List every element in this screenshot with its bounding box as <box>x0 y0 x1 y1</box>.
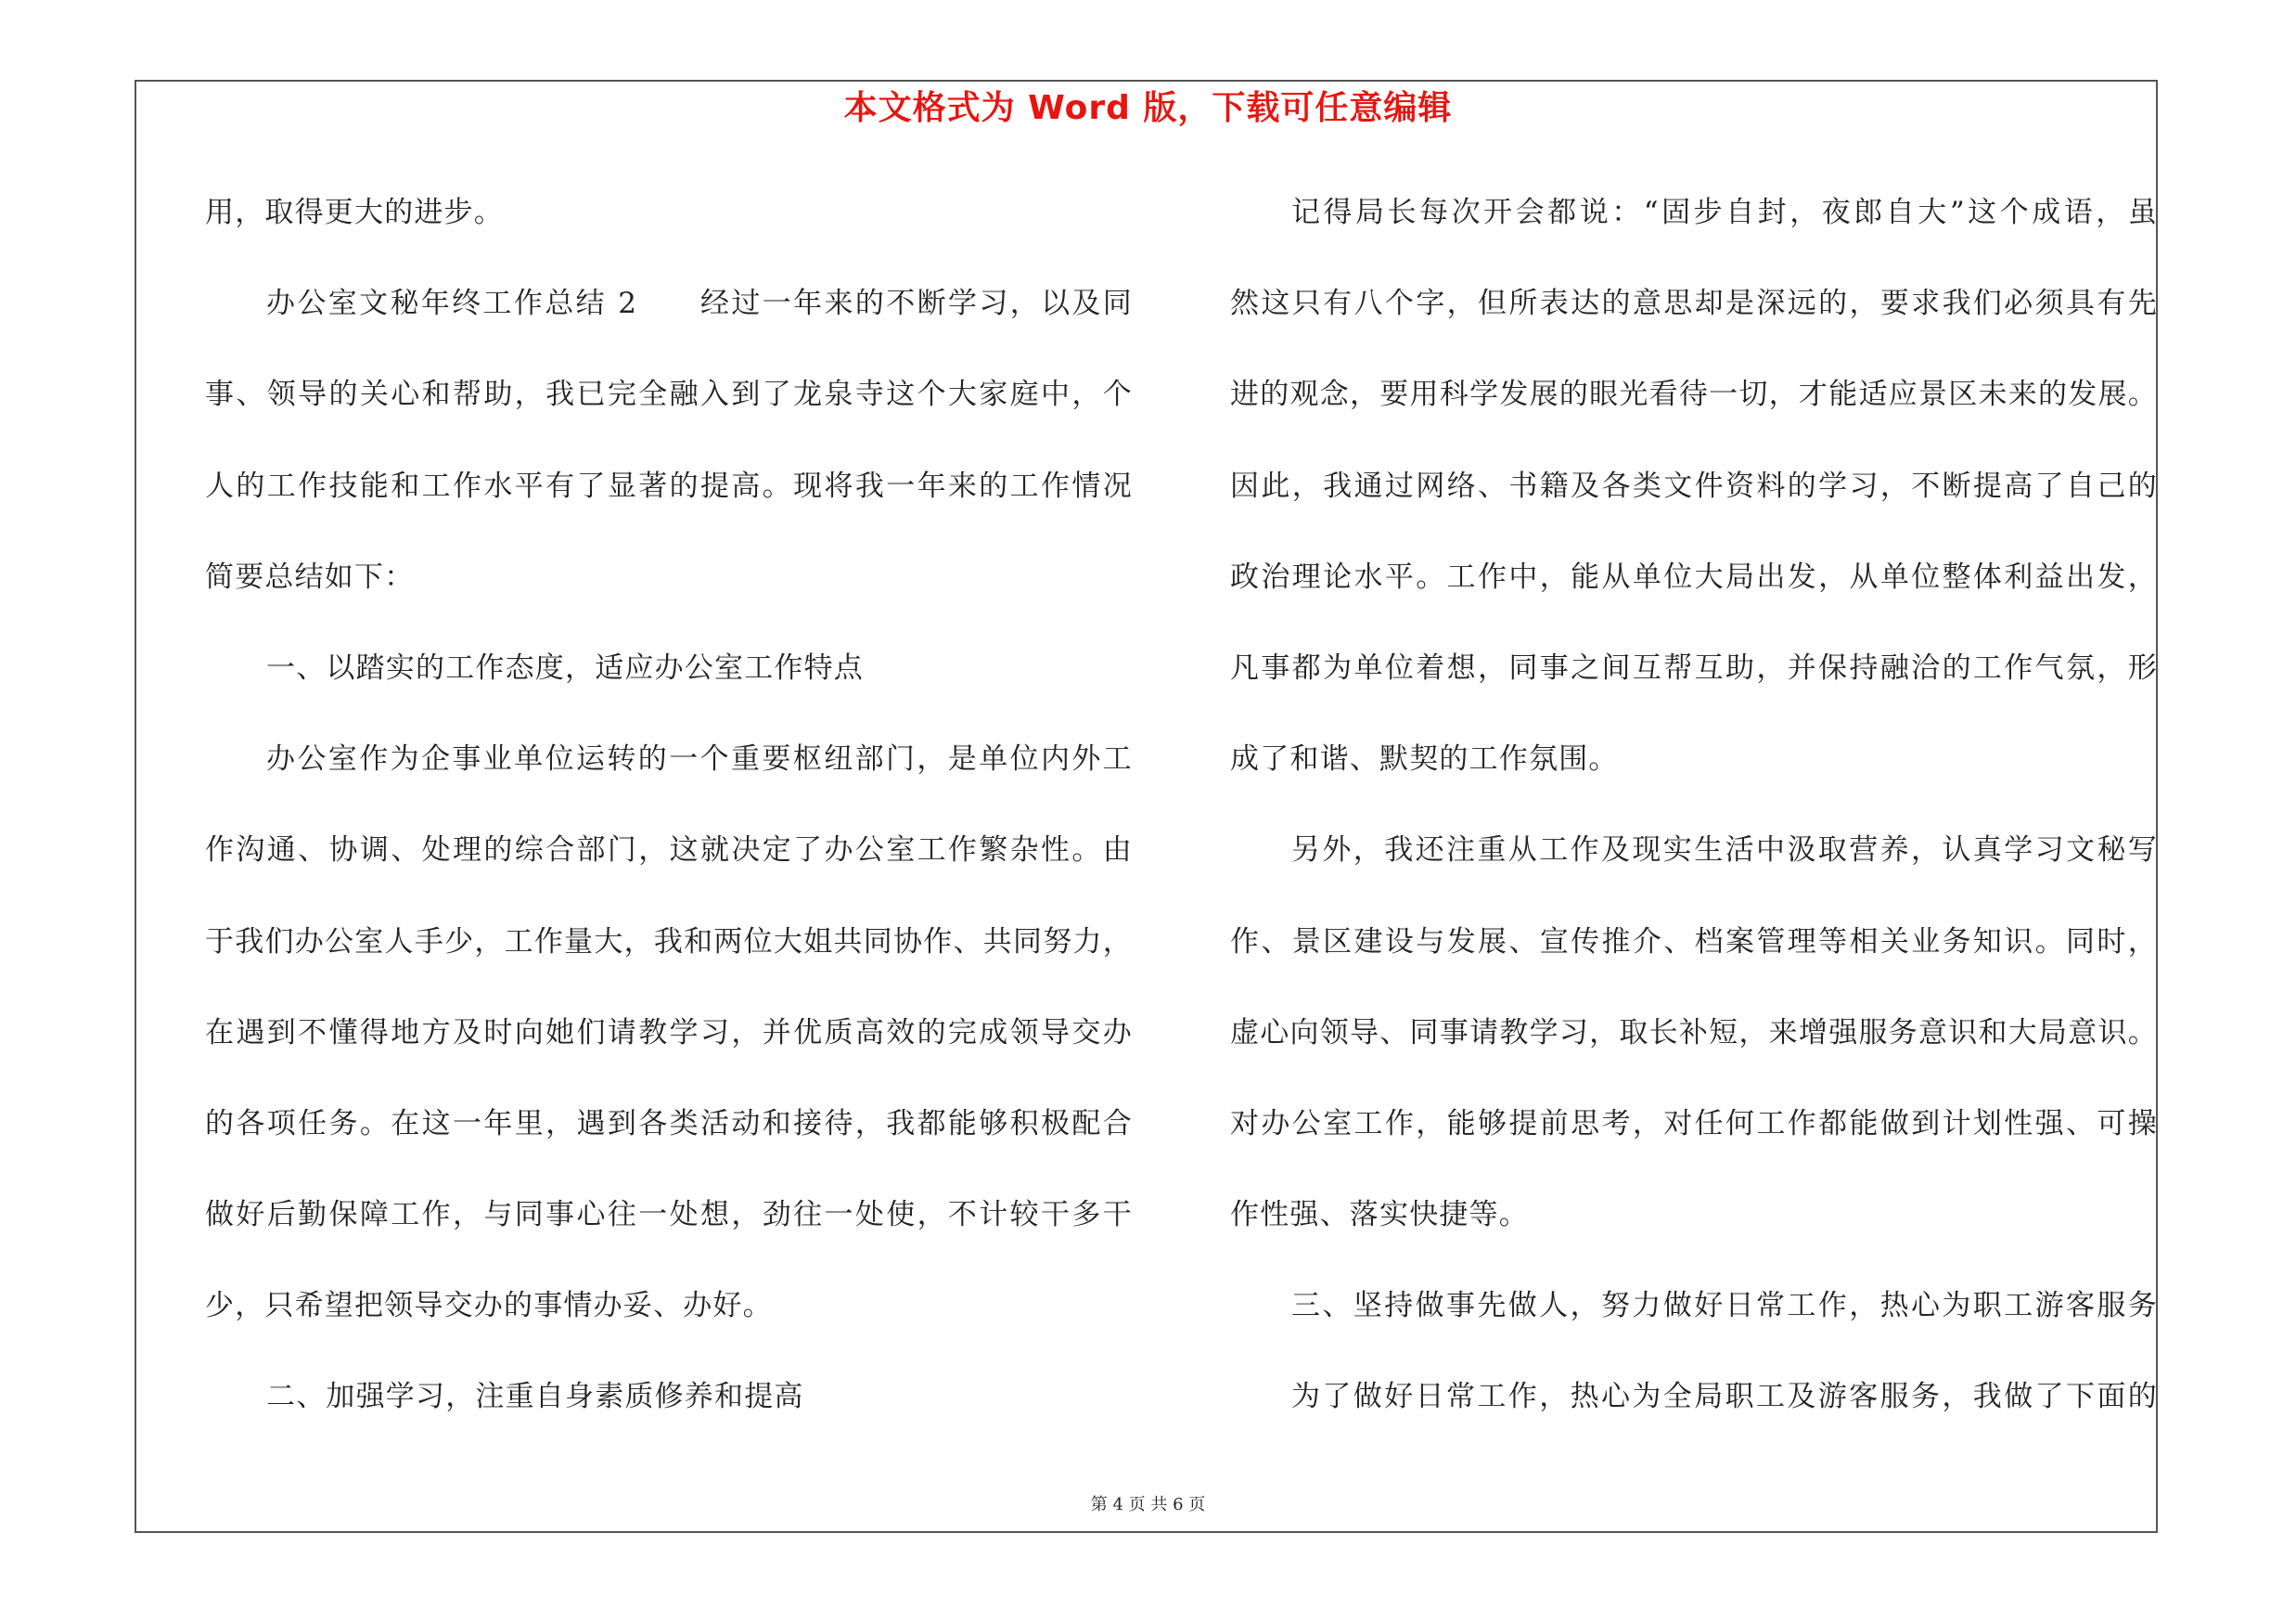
text-line: 然这只有八个字，但所表达的意思却是深远的，要求我们必须具有先 <box>1230 287 2158 321</box>
text-line: 成了和谐、默契的工作氛围。 <box>1230 742 1619 777</box>
text-line: 作性强、落实快捷等。 <box>1230 1198 1529 1232</box>
document-header: 本文格式为 Word 版，下载可任意编辑 <box>843 89 1453 127</box>
text-line: 做好后勤保障工作，与同事心往一处想，劲往一处使，不计较干多干 <box>205 1198 1133 1232</box>
text-line: 凡事都为单位着想，同事之间互帮互助，并保持融洽的工作气氛，形 <box>1230 650 2158 685</box>
text-line: 人的工作技能和工作水平有了显著的提高。现将我一年来的工作情况 <box>205 469 1133 503</box>
text-line: 因此，我通过网络、书籍及各类文件资料的学习，不断提高了自己的 <box>1230 469 2158 503</box>
text-line: 在遇到不懂得地方及时向她们请教学习，并优质高效的完成领导交办 <box>205 1015 1133 1050</box>
text-line: 进的观念，要用科学发展的眼光看待一切，才能适应景区未来的发展。 <box>1230 378 2158 412</box>
text-line: 对办公室工作，能够提前思考，对任何工作都能做到计划性强、可操 <box>1230 1106 2158 1140</box>
text-line: 作沟通、协调、处理的综合部门，这就决定了办公室工作繁杂性。由 <box>205 833 1133 868</box>
text-line: 三、坚持做事先做人，努力做好日常工作，热心为职工游客服务 <box>1291 1289 2158 1323</box>
text-line: 政治理论水平。工作中，能从单位大局出发，从单位整体利益出发， <box>1230 560 2158 594</box>
text-line: 用，取得更大的进步。 <box>205 196 504 229</box>
text-line: 办公室作为企事业单位运转的一个重要枢纽部门，是单位内外工 <box>266 742 1133 777</box>
text-line: 的各项任务。在这一年里，遇到各类活动和接待，我都能够积极配合 <box>205 1106 1133 1140</box>
right-text-column <box>1230 185 2158 1461</box>
text-line: 于我们办公室人手少，工作量大，我和两位大姐共同协作、共同努力， <box>205 924 1133 959</box>
text-line: 少，只希望把领导交办的事情办妥、办好。 <box>205 1289 773 1323</box>
text-line: 记得局长每次开会都说：“固步自封，夜郎自大”这个成语，虽 <box>1291 196 2158 229</box>
left-text-column <box>205 185 1133 1461</box>
text-line: 事、领导的关心和帮助，我已完全融入到了龙泉寺这个大家庭中，个 <box>205 378 1133 412</box>
text-line: 虚心向领导、同事请教学习，取长补短，来增强服务意识和大局意识。 <box>1230 1015 2158 1050</box>
text-line: 简要总结如下： <box>205 560 415 594</box>
text-line: 作、景区建设与发展、宣传推介、档案管理等相关业务知识。同时， <box>1230 924 2158 959</box>
text-line: 二、加强学习，注重自身素质修养和提高 <box>266 1380 804 1414</box>
text-line: 为了做好日常工作，热心为全局职工及游客服务，我做了下面的 <box>1291 1380 2158 1414</box>
page-number-footer: 第 4 页 共 6 页 <box>1090 1495 1206 1514</box>
text-line: 另外，我还注重从工作及现实生活中汲取营养，认真学习文秘写 <box>1291 833 2158 868</box>
text-line: 办公室文秘年终工作总结 2 经过一年来的不断学习，以及同 <box>266 287 1133 321</box>
text-line: 一、以踏实的工作态度，适应办公室工作特点 <box>266 650 864 685</box>
